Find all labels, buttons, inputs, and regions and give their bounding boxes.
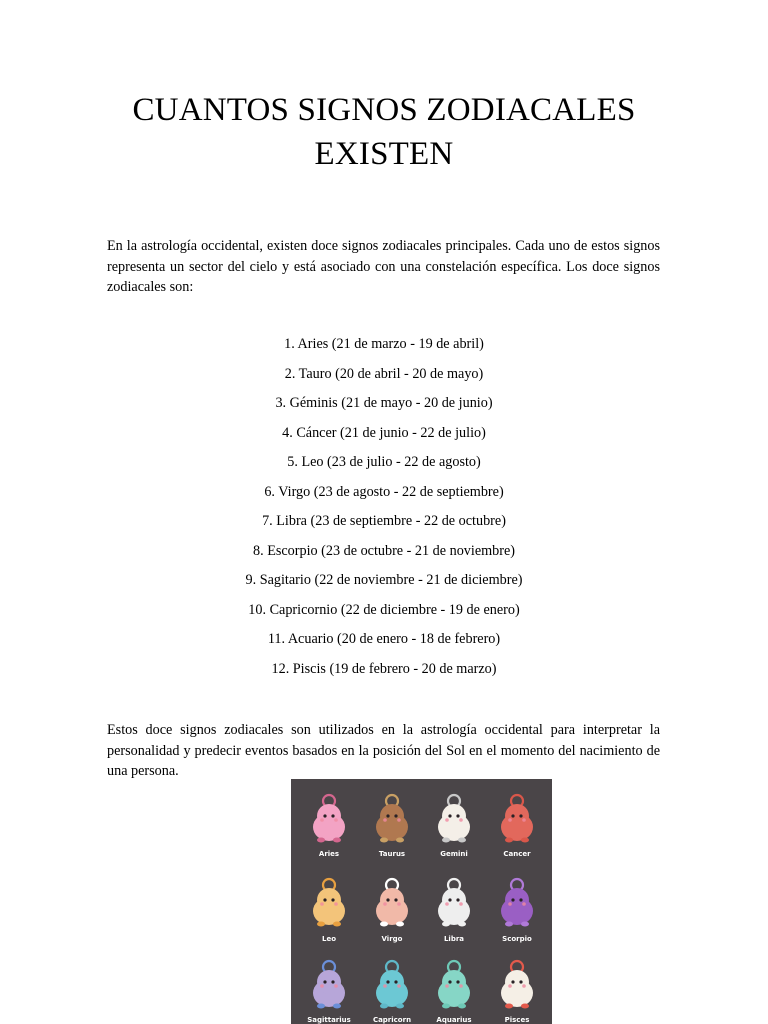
list-item: 9. Sagitario (22 de noviembre - 21 de diciembre) <box>245 572 523 589</box>
list-item: 6. Virgo (23 de agosto - 22 de septiembre) <box>264 483 504 500</box>
creature-eye <box>323 898 326 901</box>
zodiac-creature-aries <box>313 795 345 858</box>
creature-blush <box>383 902 387 906</box>
title-line-1: CUANTOS SIGNOS ZODIACALES <box>132 92 636 128</box>
zodiac-creature-scorpio <box>501 879 533 943</box>
creature-eye <box>511 980 514 983</box>
creature-foot <box>317 838 325 843</box>
list-item: 1. Aries (21 de marzo - 19 de abril) <box>284 336 484 352</box>
creature-foot <box>333 1004 341 1009</box>
creature-blush <box>508 984 512 988</box>
creature-foot <box>442 1004 450 1009</box>
list-item: 2. Tauro (20 de abril - 20 de mayo) <box>284 365 484 382</box>
creature-eye <box>519 980 522 983</box>
creature-foot <box>380 838 388 843</box>
creature-foot <box>458 838 466 843</box>
creature-foot <box>333 922 341 927</box>
zodiac-creature-capricorn <box>373 961 411 1024</box>
creature-eye <box>323 814 326 817</box>
creature-blush <box>522 902 526 906</box>
creature-head <box>505 804 529 828</box>
zodiac-creature-sagittarius <box>307 961 351 1024</box>
creature-head <box>317 970 341 994</box>
creature-foot <box>505 838 513 843</box>
zodiac-creature-gemini <box>438 795 470 858</box>
creature-foot <box>396 1004 404 1009</box>
creature-eye <box>394 898 397 901</box>
creature-blush <box>508 902 512 906</box>
zodiac-creature-virgo <box>376 879 408 943</box>
list-item: 7. Libra (23 de septiembre - 22 de octubre) <box>262 513 506 530</box>
creature-head <box>442 970 466 994</box>
creature-eye <box>394 814 397 817</box>
creature-eye <box>331 898 334 901</box>
zodiac-grid-svg <box>291 779 552 1024</box>
creature-blush <box>320 984 324 988</box>
creature-blush <box>397 818 401 822</box>
zodiac-caption: Leo <box>321 935 337 943</box>
creature-eye <box>511 814 514 817</box>
zodiac-creature-cancer <box>501 795 533 858</box>
creature-blush <box>445 902 449 906</box>
intro-paragraph: En la astrología occidental, existen doce signos zodiacales principales. Cada uno de estos signos representa un sector del cielo y está asociado con una constelación específica. Los doce signos zodiacales son: <box>107 238 660 295</box>
zodiac-caption: Libra <box>443 935 465 943</box>
creature-foot <box>505 922 513 927</box>
creature-eye <box>511 898 514 901</box>
creature-eye <box>323 980 326 983</box>
creature-head <box>380 970 404 994</box>
title-line-2: EXISTEN <box>314 136 454 172</box>
creature-foot <box>458 922 466 927</box>
list-item: 4. Cáncer (21 de junio - 22 de julio) <box>282 424 486 441</box>
zodiac-illustration <box>291 779 552 1024</box>
creature-foot <box>396 838 404 843</box>
creature-eye <box>456 814 459 817</box>
creature-head <box>380 888 404 912</box>
creature-foot <box>317 1004 325 1009</box>
zodiac-caption: Gemini <box>440 850 468 858</box>
creature-head <box>317 888 341 912</box>
zodiac-caption: Pisces <box>504 1016 530 1024</box>
creature-head <box>505 888 529 912</box>
creature-eye <box>456 980 459 983</box>
creature-foot <box>458 1004 466 1009</box>
list-item: 8. Escorpio (23 de octubre - 21 de noviembre) <box>253 542 515 559</box>
creature-eye <box>331 980 334 983</box>
zodiac-creature-leo <box>313 879 345 943</box>
creature-blush <box>334 984 338 988</box>
creature-foot <box>521 1004 529 1009</box>
creature-foot <box>521 922 529 927</box>
list-item: 5. Leo (23 de julio - 22 de agosto) <box>287 454 481 471</box>
creature-head <box>442 888 466 912</box>
zodiac-caption: Cancer <box>503 850 531 858</box>
zodiac-creature-pisces <box>501 961 533 1024</box>
creature-eye <box>394 980 397 983</box>
page-title <box>0 88 768 176</box>
creature-eye <box>386 980 389 983</box>
creature-blush <box>320 818 324 822</box>
zodiac-creature-libra <box>438 879 470 943</box>
creature-blush <box>445 984 449 988</box>
creature-blush <box>334 902 338 906</box>
creature-blush <box>459 818 463 822</box>
creature-foot <box>380 922 388 927</box>
creature-blush <box>445 818 449 822</box>
creature-eye <box>448 814 451 817</box>
creature-blush <box>334 818 338 822</box>
list-item: 12. Piscis (19 de febrero - 20 de marzo) <box>271 661 497 678</box>
creature-blush <box>320 902 324 906</box>
list-item: 10. Capricornio (22 de diciembre - 19 de enero) <box>248 601 520 618</box>
zodiac-caption: Virgo <box>381 935 403 943</box>
creature-blush <box>522 984 526 988</box>
creature-blush <box>522 818 526 822</box>
zodiac-caption: Aquarius <box>436 1016 472 1024</box>
creature-eye <box>448 980 451 983</box>
creature-eye <box>386 898 389 901</box>
creature-eye <box>331 814 334 817</box>
zodiac-creature-aquarius <box>436 961 471 1024</box>
creature-blush <box>397 984 401 988</box>
creature-foot <box>380 1004 388 1009</box>
creature-foot <box>442 922 450 927</box>
creature-head <box>380 804 404 828</box>
creature-blush <box>459 984 463 988</box>
creature-eye <box>519 898 522 901</box>
zodiac-caption: Taurus <box>378 850 406 858</box>
creature-foot <box>317 922 325 927</box>
creature-foot <box>505 1004 513 1009</box>
creature-head <box>442 804 466 828</box>
list-item: 3. Géminis (21 de mayo - 20 de junio) <box>275 395 493 412</box>
creature-blush <box>459 902 463 906</box>
list-item: 11. Acuario (20 de enero - 18 de febrero) <box>267 631 501 648</box>
creature-foot <box>442 838 450 843</box>
creature-blush <box>508 818 512 822</box>
creature-blush <box>383 818 387 822</box>
creature-blush <box>397 902 401 906</box>
zodiac-caption: Sagittarius <box>307 1016 351 1024</box>
zodiac-caption: Capricorn <box>372 1016 412 1024</box>
creature-blush <box>383 984 387 988</box>
creature-eye <box>386 814 389 817</box>
creature-foot <box>521 838 529 843</box>
creature-foot <box>333 838 341 843</box>
zodiac-creature-taurus <box>376 795 408 858</box>
creature-head <box>317 804 341 828</box>
zodiac-caption: Aries <box>318 850 340 858</box>
creature-eye <box>519 814 522 817</box>
zodiac-sign-list <box>0 334 768 689</box>
creature-eye <box>448 898 451 901</box>
creature-foot <box>396 922 404 927</box>
zodiac-caption: Scorpio <box>502 935 532 943</box>
creature-head <box>505 970 529 994</box>
creature-eye <box>456 898 459 901</box>
closing-paragraph: Estos doce signos zodiacales son utilizados en la astrología occidental para interpretar la personalidad y predecir eventos basados en la posición del Sol en el momento del nacimiento de una persona. <box>107 722 660 779</box>
